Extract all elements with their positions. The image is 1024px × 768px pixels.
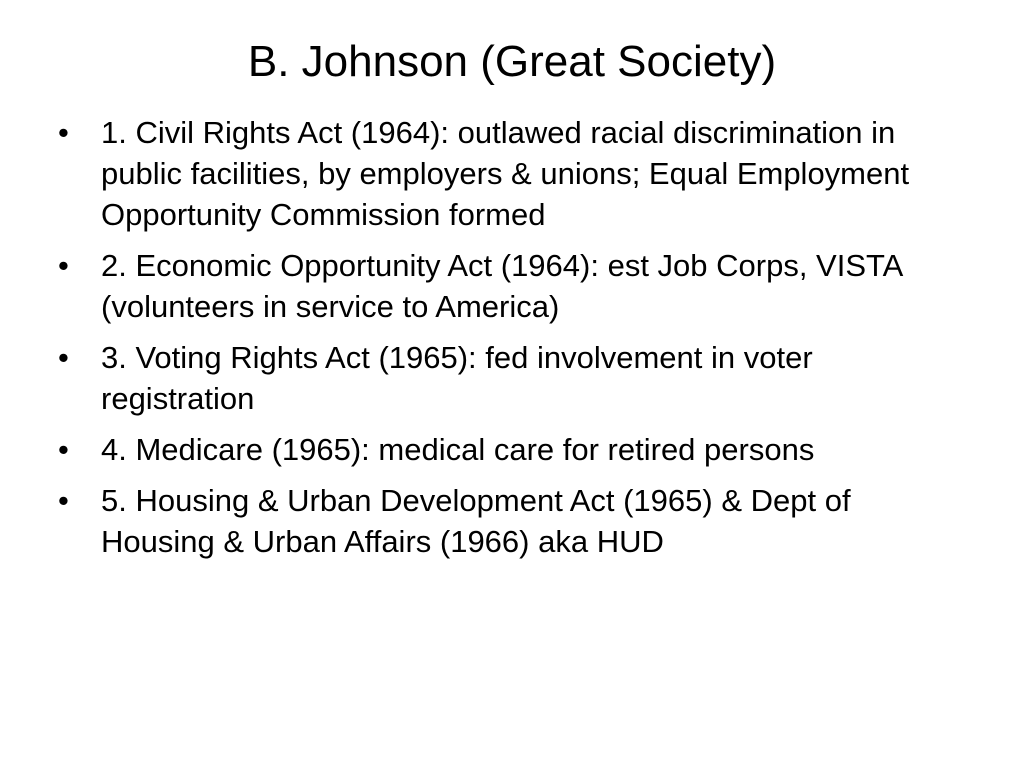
bullet-dot-icon: •: [58, 115, 69, 150]
bullet-item-2: [56, 245, 966, 327]
bullet-item-3: [56, 337, 966, 419]
bullet-dot-icon: •: [58, 432, 69, 467]
bullet-dot-icon: •: [58, 340, 69, 375]
bullet-dot-icon: •: [58, 483, 69, 518]
slide-title: B. Johnson (Great Society): [247, 37, 777, 86]
bullet-item-4: [56, 429, 966, 470]
bullet-item-1: [56, 112, 966, 235]
bullet-text: 4. Medicare (1965): medical care for retired persons: [101, 432, 815, 467]
bullet-list: [56, 112, 966, 572]
bullet-text: 5. Housing & Urban Development Act (1965) & Dept of Housing & Urban Affairs (1966) aka HUD: [101, 483, 851, 559]
bullet-item-5: [56, 480, 966, 562]
bullet-text: 1. Civil Rights Act (1964): outlawed racial discrimination in public facilities, by employers & unions; Equal Employment Opportunity Commission formed: [101, 115, 910, 232]
bullet-dot-icon: •: [58, 248, 69, 283]
bullet-text: 2. Economic Opportunity Act (1964): est Job Corps, VISTA (volunteers in service to America): [101, 248, 902, 324]
bullet-text: 3. Voting Rights Act (1965): fed involvement in voter registration: [101, 340, 813, 416]
